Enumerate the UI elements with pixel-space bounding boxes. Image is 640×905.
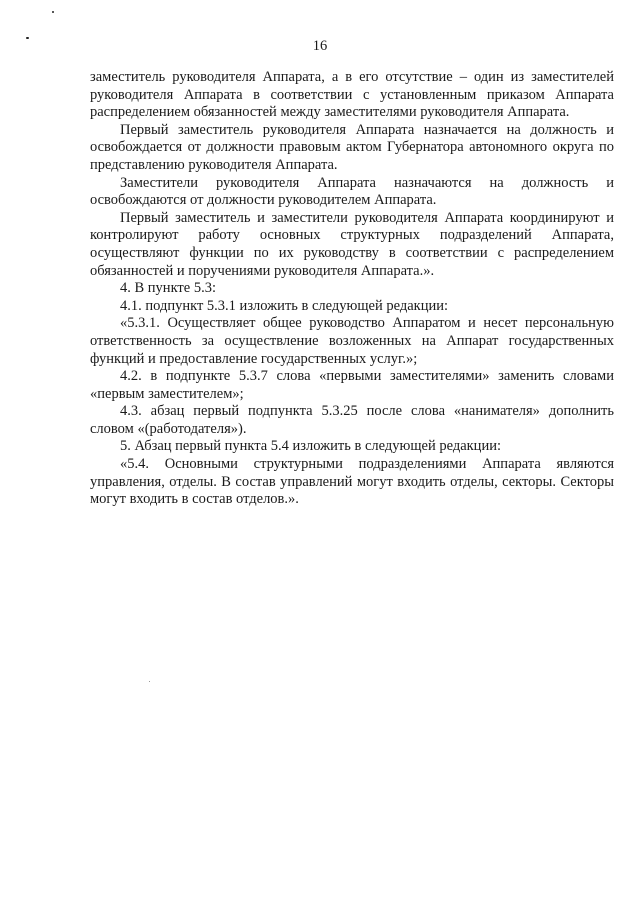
scan-speck xyxy=(149,681,150,682)
paragraph: 4.1. подпункт 5.3.1 изложить в следующей редакции: xyxy=(120,297,449,314)
paragraph: 4. В пункте 5.3: xyxy=(120,280,216,297)
paragraph: Первый заместитель руководителя Аппарата назначается на должность и освобождается от должности правовым актом Губернатора автономного округа по представлению руководителя Аппарата. xyxy=(90,121,614,173)
paragraph: «5.4. Основными структурными подразделениями Аппарата являются управления, отделы. В состав управлений могут входить отделы, секторы. Секторы могут входить в состав отделов.». xyxy=(90,456,614,508)
paragraph: 5. Абзац первый пункта 5.4 изложить в следующей редакции: xyxy=(120,438,501,455)
page-number: 16 xyxy=(312,38,328,54)
paragraph: Заместители руководителя Аппарата назначаются на должность и освобождаются от должности руководителем Аппарата. xyxy=(90,174,614,209)
document-body xyxy=(90,69,614,509)
paragraph: Первый заместитель и заместители руководителя Аппарата координируют и контролируют работу основных структурных подразделений Аппарата, осуществляют функции по их руководству в соответствии с распределением обязанностей и поручениями руководителя Аппарата.». xyxy=(90,209,614,279)
paragraph: «5.3.1. Осуществляет общее руководство Аппаратом и несет персональную ответственность за осуществление возложенных на Аппарат государственных функций и предоставление государственных услуг.»; xyxy=(90,315,614,367)
paragraph: 4.3. абзац первый подпункта 5.3.25 после слова «нанимателя» дополнить словом «(работодателя»). xyxy=(90,403,614,437)
paragraph: 4.2. в подпункте 5.3.7 слова «первыми заместителями» заменить словами «первым заместителем»; xyxy=(90,368,614,402)
paragraph: заместитель руководителя Аппарата, а в его отсутствие – один из заместителей руководителя Аппарата в соответствии с установленным приказом Аппарата распределением обязанностей между заместителями руководителя Аппарата. xyxy=(90,69,614,121)
scan-speck xyxy=(52,11,54,13)
